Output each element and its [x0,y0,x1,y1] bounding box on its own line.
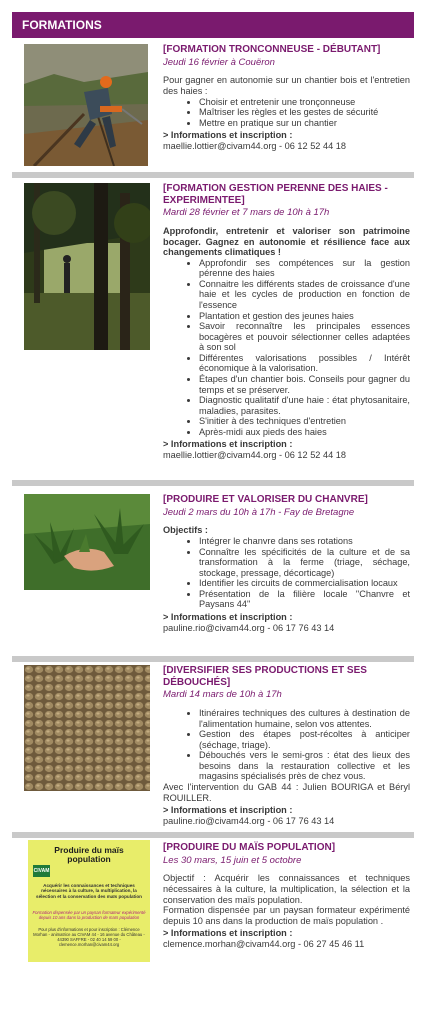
item-1-intro: Pour gagner en autonomie sur un chantier bois et l'entretien des haies : [163,75,410,96]
list-item: • Mettre en pratique sur un chantier [199,118,410,129]
item-5-contact[interactable]: clemence.morhan@civam44.org - 06 27 45 46 11 [163,938,365,949]
item-4-info-label: > Informations et inscription : [163,805,293,816]
flyer-title: Produire du maïs population [54,845,124,865]
item-2-info-label: > Informations et inscription : [163,439,293,450]
chainsaw-photo [24,44,148,166]
list-item: • Identifier les circuits de commercialisation locaux [199,578,410,589]
item-4-contact[interactable]: pauline.rio@civam44.org - 06 17 76 43 14 [163,815,335,826]
item-2-bullets [163,258,410,438]
section-header [12,12,414,38]
list-item: • Plantation et gestion des jeunes haies [199,311,410,322]
item-1-info-label: > Informations et inscription : [163,130,293,141]
item-4-date: Mardi 14 mars de 10h à 17h [163,689,282,700]
item-1-title: [FORMATION TRONCONNEUSE - DÉBUTANT] [163,44,381,55]
list-item: • Intégrer le chanvre dans ses rotations [199,536,410,547]
item-1-text [163,44,410,151]
divider [12,172,414,178]
list-item: • Après-midi aux pieds des haies [199,427,410,438]
item-3-info-label: > Informations et inscription : [163,612,293,623]
item-1-date: Jeudi 16 février à Couëron [163,56,275,68]
item-4-extra: Avec l'intervention du GAB 44 : Julien BOURIGA et Béryl ROUILLER. [163,781,410,803]
list-item: • Gestion des étapes post-récoltes à anticiper (séchage, triage). [199,729,410,750]
item-5-text [163,842,410,949]
list-item: • Maîtriser les règles et les gestes de sécurité [199,107,410,118]
item-5-intro: Objectif : Acquérir les connaissances et techniques nécessaires à la culture, la multiplication, la sélection et la conservation des maïs population. [163,873,410,905]
list-item: • Débouchés vers le semi-gros : état des lieux des besoins dans la restauration collective et les magasins spécialisés près de chez vous. [199,750,410,782]
item-2-text [163,183,410,461]
item-4-title: [DIVERSIFIER SES PRODUCTIONS ET SES DÉBOUCHÉS] [163,665,367,688]
list-item: • Présentation de la filière locale "Chanvre et Paysans 44" [199,589,410,610]
list-item: • Étapes d'un chantier bois. Conseils pour gagner du temps et se préserver. [199,374,410,395]
item-2-date: Mardi 28 février et 7 mars de 10h à 17h [163,207,330,218]
item-5-intro2: Formation dispensée par un paysan formateur expérimenté depuis 10 ans dans la production de maïs population . [163,905,410,926]
list-item: • Connaitre les différents stades de croissance d'une haie et les cycles de production en fonction de l'essence [199,279,410,311]
list-item: • Diagnostic qualitatif d'une haie : état phytosanitaire, maladies, parasites. [199,395,410,416]
item-3-date: Jeudi 2 mars du 10h à 17h - Fay de Bretagne [163,506,355,518]
hedge-photo [24,183,150,350]
item-5-date: Les 30 mars, 15 juin et 5 octobre [163,854,302,866]
list-item: • Connaître les spécificités de la culture et de sa transformation à la ferme (triage, séchage, stockage, pressage, décorticage) [199,547,410,579]
divider [12,480,414,486]
item-5-info-label: > Informations et inscription : [163,928,293,939]
list-item: • Approfondir ses compétences sur la gestion pérenne des haies [199,258,410,279]
hemp-photo [24,494,150,590]
item-2-intro: Approfondir, entretenir et valoriser son patrimoine bocager. Gagnez en autonomie et résilience face aux changements climatiques ! [163,225,410,258]
item-1-bullets [163,97,410,129]
list-item: • Savoir reconnaître les principales essences bocagères et pouvoir sélectionner celles adaptées à son sol [199,321,410,353]
lentils-photo [24,665,150,791]
list-item: • Différentes valorisations possibles / Intérêt économique à la valorisation. [199,353,410,374]
list-item: • Choisir et entretenir une tronçonneuse [199,97,410,108]
item-5-title: [PRODUIRE DU MAÏS POPULATION] [163,842,336,853]
civam-logo: CIVAM [33,865,50,877]
maize-flyer [28,840,150,962]
item-4-text [163,665,410,826]
flyer-note: Formation dispensée par un paysan formateur expérimenté depuis 10 ans dans la production de maïs population [32,909,146,921]
item-3-text [163,494,410,633]
item-2-title: [FORMATION GESTION PERENNE DES HAIES - EXPERIMENTEE] [163,183,388,206]
item-3-title: [PRODUIRE ET VALORISER DU CHANVRE] [163,494,368,505]
section-title: FORMATIONS [22,18,102,32]
item-2-contact[interactable]: maellie.lottier@civam44.org - 06 12 52 44 18 [163,450,346,461]
divider [12,832,414,838]
divider [12,656,414,662]
item-3-intro: Objectifs : [163,525,208,536]
flyer-contact: Pour plus d'informations et pour inscription : Clémence Morhan - animatrice au CIVAM 44 - 16 avenue du Château - 44390 SAFFRE - 02 40 14 59 00 - clemence.morhan@civam44.org [33,926,145,948]
flyer-subtitle: Acquérir les connaissances et techniques nécessaires à la culture, la multiplication, la sélection et la conservation des maïs population [36,882,142,900]
item-3-contact[interactable]: pauline.rio@civam44.org - 06 17 76 43 14 [163,622,335,633]
item-3-bullets [163,536,410,610]
list-item: • Itinéraires techniques des cultures à destination de l'alimentation humaine, selon vos attentes. [199,708,410,729]
item-1-contact[interactable]: maellie.lottier@civam44.org - 06 12 52 44 18 [163,140,346,151]
item-4-bullets [163,708,410,782]
list-item: • S'initier à des techniques d'entretien [199,416,410,427]
